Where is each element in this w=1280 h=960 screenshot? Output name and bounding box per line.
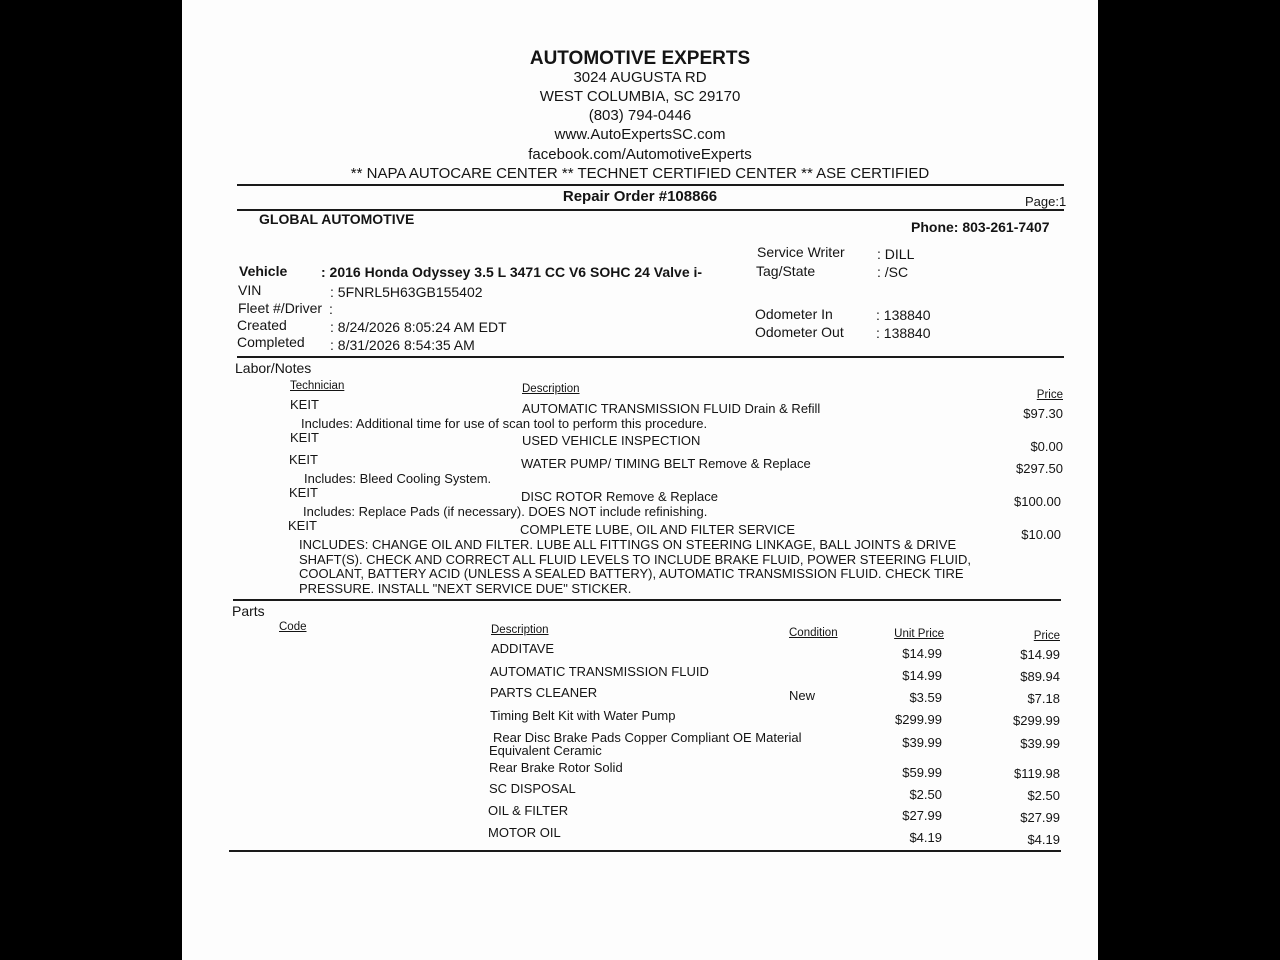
- labor-item-description: COMPLETE LUBE, OIL AND FILTER SERVICE: [520, 522, 795, 537]
- part-description: ADDITAVE: [491, 641, 555, 656]
- labor-item-price: $97.30: [1023, 406, 1063, 421]
- part-description: Timing Belt Kit with Water Pump: [490, 708, 676, 723]
- labor-item-description: WATER PUMP/ TIMING BELT Remove & Replace: [521, 456, 811, 471]
- part-unit-price: $3.59: [909, 690, 942, 705]
- labor-item-technician: KEIT: [290, 397, 319, 412]
- part-price: $39.99: [1020, 736, 1060, 751]
- labor-item-price: $297.50: [1016, 461, 1063, 476]
- completed-label: Completed: [237, 334, 305, 350]
- repair-order-document: [182, 0, 1098, 960]
- tag-state-value: : /SC: [877, 264, 909, 280]
- part-price: $14.99: [1020, 647, 1060, 662]
- part-description: PARTS CLEANER: [490, 685, 598, 700]
- part-description: SC DISPOSAL: [489, 781, 576, 796]
- labor-item-note: INCLUDES: CHANGE OIL AND FILTER. LUBE ALL FITTINGS ON STEERING LINKAGE, BALL JOINTS & DRIVE SHAFT(S). CHECK AND CORRECT ALL FLUID LEVELS TO INCLUDE BRAKE FLUID, POWER STEERING FLUID, COOLANT, BATTERY ACID (UNLESS A SEALED BATTERY), AUTOMATIC TRANSMISSION FLUID. CHECK TIRE PRESSURE. INSTALL "NEXT SERVICE DUE" STICKER.: [299, 537, 972, 596]
- labor-item-technician: KEIT: [289, 485, 318, 500]
- part-price: $27.99: [1020, 810, 1060, 825]
- vin-label: VIN: [238, 282, 262, 298]
- parts-col-code: Code: [279, 621, 307, 633]
- shop-address-line2: WEST COLUMBIA, SC 29170: [539, 88, 741, 105]
- part-description: Rear Disc Brake Pads Copper Compliant OE Material: [493, 730, 802, 745]
- part-unit-price: $14.99: [902, 646, 942, 661]
- odometer-out-value: : 138840: [876, 325, 931, 341]
- service-writer-value: : DILL: [877, 246, 915, 262]
- page-number: Page:1: [1025, 194, 1067, 209]
- created-label: Created: [237, 317, 287, 333]
- labor-item-description: AUTOMATIC TRANSMISSION FLUID Drain & Refill: [522, 401, 821, 416]
- repair-order-title: Repair Order #108866: [562, 188, 718, 205]
- customer-phone: Phone: 803-261-7407: [911, 219, 1050, 235]
- part-price: $299.99: [1013, 713, 1060, 728]
- labor-item-technician: KEIT: [289, 452, 318, 467]
- parts-col-price: Price: [1033, 630, 1060, 642]
- part-unit-price: $27.99: [902, 808, 942, 823]
- part-unit-price: $14.99: [902, 668, 942, 683]
- labor-divider: [233, 599, 1061, 601]
- part-description: Rear Brake Rotor Solid: [489, 760, 623, 775]
- fleet-label: Fleet #/Driver: [238, 300, 323, 316]
- customer-name: GLOBAL AUTOMOTIVE: [259, 211, 415, 227]
- parts-divider: [229, 850, 1061, 852]
- created-value: : 8/24/2026 8:05:24 AM EDT: [330, 319, 507, 335]
- labor-item-price: $10.00: [1021, 527, 1061, 542]
- labor-item-note: Includes: Replace Pads (if necessary). DOES NOT include refinishing.: [303, 504, 708, 519]
- odometer-out-label: Odometer Out: [755, 324, 844, 340]
- part-description-line2: Equivalent Ceramic: [489, 743, 602, 758]
- labor-col-technician: Technician: [290, 380, 345, 392]
- shop-website: www.AutoExpertsSC.com: [554, 126, 726, 143]
- odometer-in-label: Odometer In: [755, 306, 833, 322]
- parts-col-condition: Condition: [789, 627, 838, 639]
- part-unit-price: $299.99: [895, 712, 942, 727]
- part-price: $2.50: [1027, 788, 1060, 803]
- labor-item-description: USED VEHICLE INSPECTION: [522, 433, 701, 448]
- shop-phone: (803) 794-0446: [588, 107, 692, 124]
- part-description: OIL & FILTER: [488, 803, 569, 818]
- part-price: $4.19: [1027, 832, 1060, 847]
- part-unit-price: $59.99: [902, 765, 942, 780]
- labor-section-title: Labor/Notes: [235, 360, 312, 376]
- part-price: $119.98: [1013, 766, 1060, 781]
- labor-col-description: Description: [522, 383, 580, 395]
- labor-item-technician: KEIT: [290, 430, 319, 445]
- labor-item-price: $100.00: [1014, 494, 1061, 509]
- part-condition: New: [789, 688, 816, 703]
- labor-item-description: DISC ROTOR Remove & Replace: [521, 489, 718, 504]
- fleet-value: :: [329, 301, 333, 317]
- shop-certifications: ** NAPA AUTOCARE CENTER ** TECHNET CERTIFIED CENTER ** ASE CERTIFIED: [350, 165, 930, 182]
- part-description: MOTOR OIL: [488, 825, 561, 840]
- header-divider-top: [237, 184, 1064, 186]
- service-writer-label: Service Writer: [757, 244, 845, 260]
- part-unit-price: $2.50: [909, 787, 942, 802]
- tag-state-label: Tag/State: [756, 263, 816, 279]
- vin-value: : 5FNRL5H63GB155402: [330, 284, 483, 300]
- part-unit-price: $39.99: [902, 735, 942, 750]
- parts-col-unit-price: Unit Price: [894, 628, 944, 640]
- labor-col-price: Price: [1036, 389, 1063, 401]
- odometer-in-value: : 138840: [876, 307, 931, 323]
- part-description: AUTOMATIC TRANSMISSION FLUID: [490, 664, 709, 679]
- shop-facebook: facebook.com/AutomotiveExperts: [528, 146, 752, 163]
- labor-item-note: Includes: Additional time for use of scan tool to perform this procedure.: [301, 416, 708, 431]
- labor-item-note: Includes: Bleed Cooling System.: [304, 471, 492, 486]
- labor-item-technician: KEIT: [288, 518, 317, 533]
- shop-address-line1: 3024 AUGUSTA RD: [573, 69, 707, 86]
- vehicle-label: Vehicle: [239, 263, 288, 279]
- vehicle-divider: [237, 356, 1064, 358]
- parts-section-title: Parts: [232, 603, 265, 619]
- shop-name: AUTOMOTIVE EXPERTS: [529, 48, 751, 69]
- part-price: $7.18: [1027, 691, 1060, 706]
- labor-item-price: $0.00: [1030, 439, 1063, 454]
- parts-col-description: Description: [491, 624, 549, 636]
- completed-value: : 8/31/2026 8:54:35 AM: [330, 337, 475, 353]
- part-unit-price: $4.19: [909, 830, 942, 845]
- vehicle-value: : 2016 Honda Odyssey 3.5 L 3471 CC V6 SOHC 24 Valve i-: [321, 264, 703, 280]
- part-price: $89.94: [1020, 669, 1060, 684]
